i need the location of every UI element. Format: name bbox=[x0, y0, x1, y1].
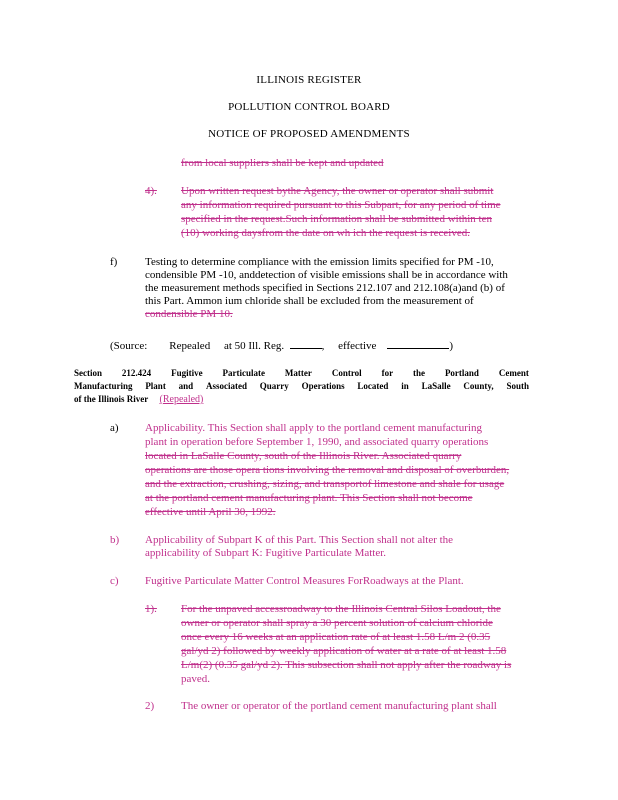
section-word: County, bbox=[463, 381, 494, 391]
item-c1-struck-line: owner or operator shall spray a 30 percent solution of calcium chloride bbox=[181, 617, 493, 629]
item-4-line: Upon written request bythe Agency, the owner or operator shall submit bbox=[181, 185, 494, 197]
item-a-line: plant in operation before September 1, 1990, and associated quarry operations bbox=[145, 436, 489, 448]
item-c1-struck-line: gal/yd 2) followed by weekly application of water at a rate of at least 1.58 bbox=[181, 645, 507, 657]
section-heading-line bbox=[74, 381, 529, 392]
section-word: LaSalle bbox=[421, 381, 451, 391]
source-open: (Source: bbox=[110, 340, 148, 352]
section-word: Quarry bbox=[259, 381, 289, 391]
item-f-label: f) bbox=[110, 256, 118, 268]
section-word: in bbox=[401, 381, 409, 391]
section-heading-line bbox=[74, 394, 217, 405]
item-c2-label: 2) bbox=[145, 700, 155, 712]
item-c2-line: The owner or operator of the portland cement manufacturing plant shall bbox=[181, 700, 497, 712]
section-word: Plant bbox=[145, 381, 166, 391]
item-4-line: any information required pursuant to this Subpart, for any period of time bbox=[181, 199, 501, 211]
source-close: ) bbox=[449, 340, 454, 352]
item-b-line: applicability of Subpart K: Fugitive Particulate Matter. bbox=[145, 547, 387, 559]
item-c1-struck-line: L/m(2) (0.35 gal/yd 2). This subsection shall not apply after the roadway is bbox=[181, 659, 512, 671]
item-a-struck-line: operations are those opera tions involving the removal and disposal of overburden, bbox=[145, 464, 510, 476]
item-4-line: (10) working daysfrom the date on wh ich the request is received. bbox=[181, 227, 470, 239]
item-4-label: 4). bbox=[145, 185, 157, 197]
item-b-label: b) bbox=[110, 534, 120, 546]
section-word: 212.424 bbox=[121, 368, 152, 378]
item-c-line: Fugitive Particulate Matter Control Measures ForRoadways at the Plant. bbox=[145, 575, 464, 587]
section-word: the bbox=[413, 368, 426, 378]
header-board: POLLUTION CONTROL BOARD bbox=[228, 101, 390, 113]
section-word: Located bbox=[357, 381, 389, 391]
item-f-line: Testing to determine compliance with the emission limits specified for PM -10, bbox=[145, 256, 494, 268]
item-c-label: c) bbox=[110, 575, 119, 587]
item-b-line: Applicability of Subpart K of this Part. This Section shall not alter the bbox=[145, 534, 454, 546]
section-word: Cement bbox=[498, 368, 529, 378]
item-f-line: condensible PM -10, anddetection of visible emissions shall be in accordance with bbox=[145, 269, 508, 281]
item-c1-label: 1). bbox=[145, 603, 157, 615]
item-f-struck-tail: condensible PM 10. bbox=[145, 308, 233, 320]
header-notice: NOTICE OF PROPOSED AMENDMENTS bbox=[208, 128, 410, 140]
section-word: Control bbox=[331, 368, 362, 378]
section-word: Operations bbox=[301, 381, 345, 391]
item-c1-line: paved. bbox=[181, 673, 211, 685]
item-a-line: Applicability. This Section shall apply to the portland cement manufacturing bbox=[145, 422, 482, 434]
section-word: Particulate bbox=[222, 368, 265, 378]
section-heading-tail: of the Illinois River bbox=[74, 394, 149, 404]
section-word: Fugitive bbox=[171, 368, 203, 378]
item-4-line: specified in the request.Such information shall be submitted within ten bbox=[181, 213, 492, 225]
source-register: at 50 Ill. Reg. bbox=[223, 340, 285, 352]
item-c1-struck-line: For the unpaved accessroadway to the Illinois Central Silos Loadout, the bbox=[181, 603, 501, 615]
header-register: ILLINOIS REGISTER bbox=[256, 74, 362, 86]
section-word: Associated bbox=[205, 381, 247, 391]
item-a-label: a) bbox=[110, 422, 119, 434]
effective-date-blank bbox=[387, 338, 449, 349]
section-word: for bbox=[381, 368, 394, 378]
source-note: (Source: Repealed at 50 Ill. Reg. , effective ) bbox=[110, 340, 454, 352]
source-repealed: Repealed bbox=[169, 340, 211, 352]
section-word: Portland bbox=[444, 368, 479, 378]
item-a-struck-line: effective until April 30, 1992. bbox=[145, 506, 276, 518]
item-a-struck-line: at the portland cement manufacturing plant. This Section shall not become bbox=[145, 492, 473, 504]
section-word: South bbox=[506, 381, 529, 391]
item-c1-struck-line: once every 16 weeks at an application rate of at least 1.58 L/m 2 (0.35 bbox=[181, 631, 491, 643]
repealed-marker: (Repealed) bbox=[159, 394, 204, 405]
section-word: and bbox=[178, 381, 194, 391]
section-heading-line bbox=[74, 368, 529, 379]
source-effective: effective bbox=[338, 340, 377, 352]
item-a-struck-line: and the extraction, crushing, sizing, and transportof limestone and shale for usage bbox=[145, 478, 505, 490]
item-f-line: this Part. Ammon ium chloride shall be excluded from the measurement of bbox=[145, 295, 474, 307]
register-page-blank bbox=[290, 338, 322, 349]
section-word: Manufacturing bbox=[74, 381, 133, 391]
struck-text-line: from local suppliers shall be kept and updated bbox=[181, 157, 384, 169]
item-f-line: the measurement methods specified in Sections 212.107 and 212.108(a)and (b) of bbox=[145, 282, 505, 294]
section-word: Matter bbox=[284, 368, 312, 378]
section-word: Section bbox=[74, 368, 102, 378]
item-a-struck-line: located in LaSalle County, south of the Illinois River. Associated quarry bbox=[145, 450, 462, 462]
